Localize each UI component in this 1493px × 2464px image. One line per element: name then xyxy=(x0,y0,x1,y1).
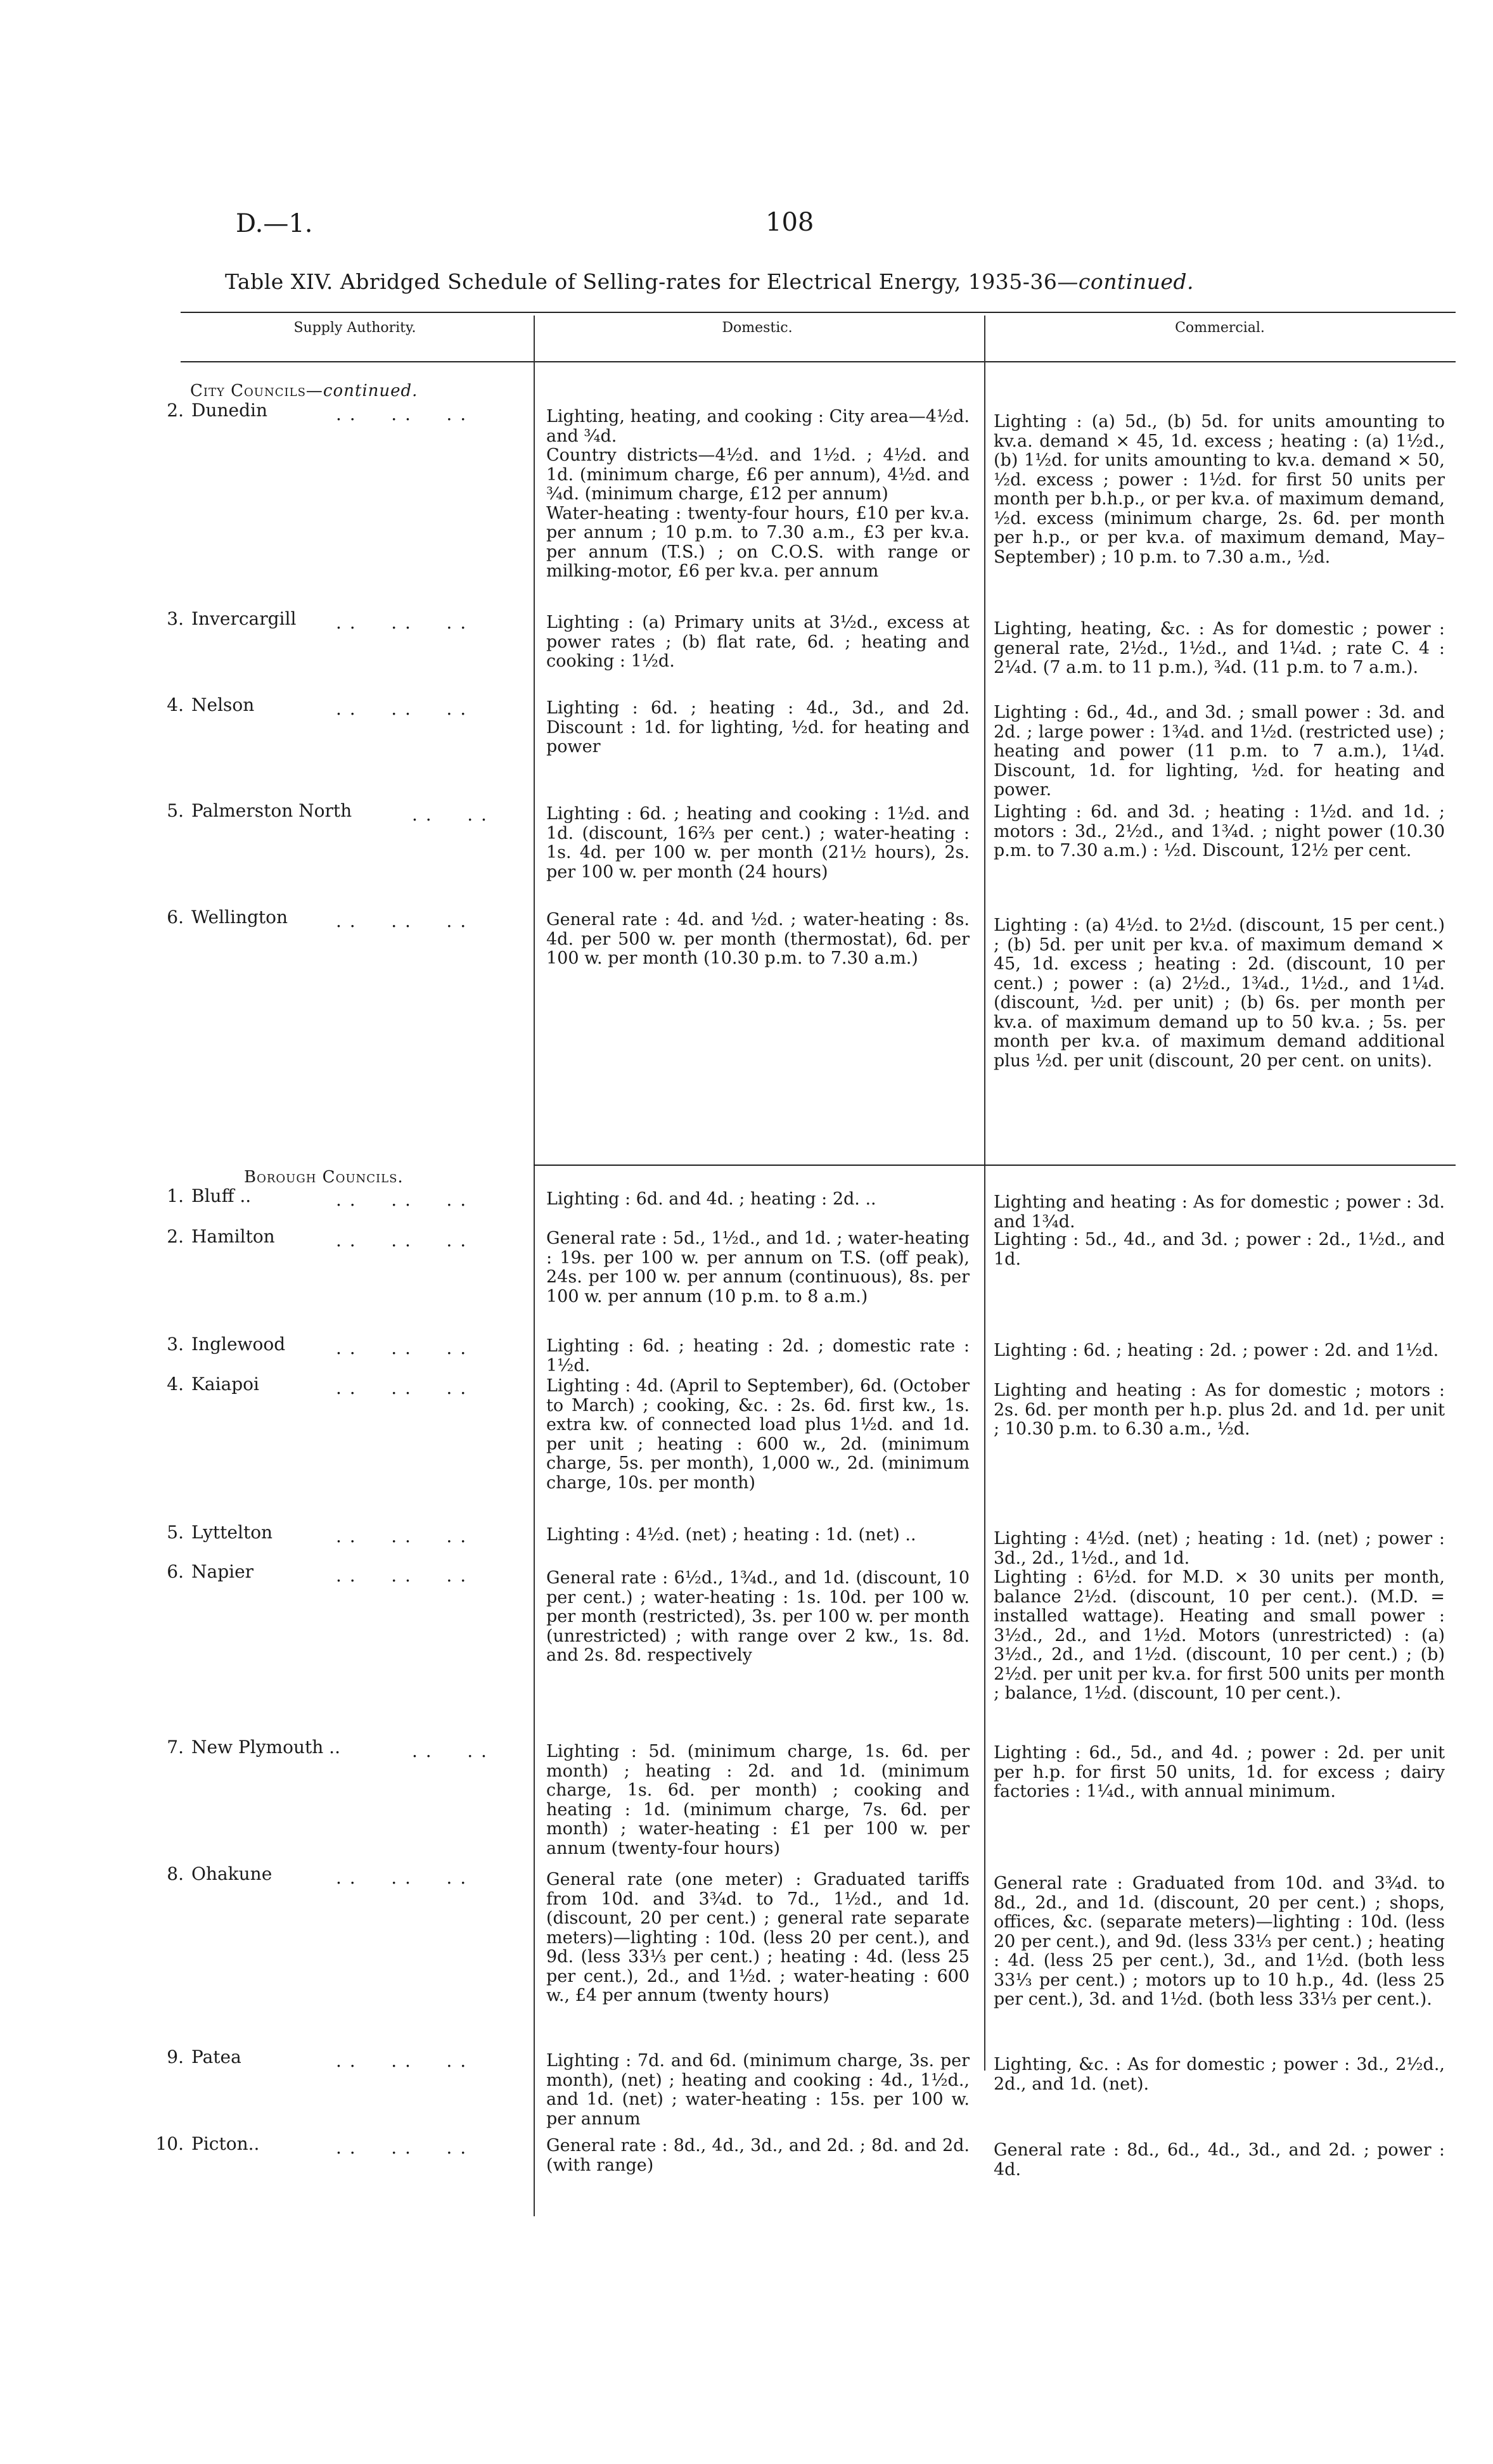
authority-cell: 2. Dunedin xyxy=(167,400,267,421)
leader-dots: . . . . . . xyxy=(336,612,468,633)
domestic-cell: Lighting : 6d. ; heating and cooking : 1½d. and 1d. (discount, 16⅔ per cent.) ; water-heating : 1s. 4d. per 100 w. per month (21½ hours), 2s. per 100 w. per month (24 hours) xyxy=(546,804,970,882)
column-header-commercial: Commercial. xyxy=(1175,320,1265,336)
leader-dots: . . . . . . xyxy=(336,2050,468,2071)
column-divider-2 xyxy=(984,316,985,2071)
authority-cell: 5. Lyttelton xyxy=(167,1522,273,1543)
leader-dots: . . . . . . xyxy=(336,1565,468,1586)
commercial-cell: General rate : 8d., 6d., 4d., 3d., and 2d. ; power : 4d. xyxy=(994,2140,1445,2180)
column-header-domestic: Domestic. xyxy=(722,320,793,336)
leader-dots: . . . . . . xyxy=(336,698,468,719)
header-bottom-rule xyxy=(181,361,1456,362)
domestic-cell: Lighting : 4d. (April to September), 6d. (October to March) ; cooking, &c. : 2s. 6d. first kw., 1s. extra kw. of connected load plus 1½d. and 1d. per unit ; heating : 600 w., 2d. (minimum charge, 5s. per month), 1,000 w., 2d. (minimum charge, 10s. per month) xyxy=(546,1376,970,1493)
table-title-main: Table XIV. Abridged Schedule of Selling-rates for Electrical Energy, 1935-36— xyxy=(225,269,1079,294)
table-title-continued: continued. xyxy=(1078,269,1194,294)
header-top-rule xyxy=(181,312,1456,313)
leader-dots: . . . . . . xyxy=(336,404,468,424)
domestic-cell: General rate (one meter) : Graduated tariffs from 10d. and 3¾d. to 7d., 1½d., and 1d. (discount, 20 per cent.) ; general rate separate meters)—lighting : 10d. (less 20 per cent.), and 9d. (less 33⅓ per cent.) ; heating : 4d. (less 25 per cent.), 2d., and 1½d. ; water-heating : 600 w., £4 per annum (twenty hours) xyxy=(546,1870,970,2005)
authority-cell: 3. Invercargill xyxy=(167,608,297,629)
document-reference: D.—1. xyxy=(236,209,313,238)
authority-cell: 4. Nelson xyxy=(167,694,255,715)
domestic-cell: General rate : 6½d., 1¾d., and 1d. (discount, 10 per cent.) ; water-heating : 1s. 10d. per 100 w. per month (restricted), 3s. per 100 w. per month (unrestricted) ; with range over 2 kw., 1s. 8d. and 2s. 8d. respectively xyxy=(546,1568,970,1665)
domestic-cell: General rate : 5d., 1½d., and 1d. ; water-heating : 19s. per 100 w. per annum on T.S. (off peak), 24s. per 100 w. per annum (continuous), 8s. per 100 w. per annum (10 p.m. to 8 a.m.) xyxy=(546,1229,970,1306)
leader-dots: . . . . xyxy=(412,1740,488,1761)
leader-dots: . . . . . . xyxy=(336,1189,468,1210)
commercial-cell: Lighting : (a) 4½d. to 2½d. (discount, 15 per cent.) ; (b) 5d. per unit per kv.a. of maximum demand × 45, 1d. excess ; heating : 2d. (discount, 10 per cent.) ; power : (a) 2½d., 1¾d., 1½d., and 1¼d. (discount, ½d. per unit) ; (b) 6s. per month per kv.a. of maximum demand up to 50 kv.a. ; 5s. per month per kv.a. of maximum demand additional plus ½d. per unit (discount, 20 per cent. on units). xyxy=(994,916,1445,1071)
authority-cell: 7. New Plymouth .. xyxy=(167,1737,340,1758)
leader-dots: . . . . . . xyxy=(336,1526,468,1547)
domestic-cell: General rate : 4d. and ½d. ; water-heating : 8s. 4d. per 500 w. per month (thermostat), 6d. per 100 w. per month (10.30 p.m. to 7.30 a.m.) xyxy=(546,910,970,968)
section-heading-borough-councils: Borough Councils. xyxy=(244,1168,404,1187)
leader-dots: . . . . . . xyxy=(336,1337,468,1358)
column-divider-1 xyxy=(534,316,535,2216)
commercial-cell: Lighting : 6d. ; heating : 2d. ; power : 2d. and 1½d. xyxy=(994,1341,1439,1360)
commercial-cell: Lighting and heating : As for domestic ; motors : 2s. 6d. per month per h.p. plus 2d. and 1d. per unit ; 10.30 p.m. to 6.30 a.m., ½d. xyxy=(994,1381,1445,1439)
commercial-cell: Lighting and heating : As for domestic ; power : 3d. and 1¾d. xyxy=(994,1192,1445,1232)
domestic-cell: Lighting : 7d. and 6d. (minimum charge, 3s. per month), (net) ; heating and cooking : 4d., 1½d., and 1d. (net) ; water-heating : 15s. per 100 w. per annum xyxy=(546,2051,970,2129)
leader-dots: . . . . . . xyxy=(336,1377,468,1398)
section-divider-rule xyxy=(534,1165,1456,1166)
authority-cell: 6. Napier xyxy=(167,1561,254,1582)
domestic-cell: Lighting : 4½d. (net) ; heating : 1d. (net) .. xyxy=(546,1525,916,1545)
commercial-cell: Lighting, heating, &c. : As for domestic ; power : general rate, 2½d., 1½d., and 1¼d. ; rate C. 4 : 2¼d. (7 a.m. to 11 p.m.), ¾d. (11 p.m. to 7 a.m.). xyxy=(994,619,1445,677)
commercial-cell: Lighting, &c. : As for domestic ; power : 3d., 2½d., 2d., and 1d. (net). xyxy=(994,2055,1445,2094)
authority-cell: 1. Bluff .. xyxy=(167,1185,252,1206)
domestic-cell: Lighting : (a) Primary units at 3½d., excess at power rates ; (b) flat rate, 6d. ; heating and cooking : 1½d. xyxy=(546,613,970,671)
authority-cell: 2. Hamilton xyxy=(167,1226,275,1247)
domestic-cell: Lighting : 6d. and 4d. ; heating : 2d. .. xyxy=(546,1189,876,1209)
domestic-cell: Lighting, heating, and cooking : City area—4½d. and ¾d. Country districts—4½d. and 1½d. ; 4½d. and 1d. (minimum charge, £6 per annum), 4½d. and ¾d. (minimum charge, £12 per annum) Water-heating : twenty-four hours, £10 per kv.a. per annum ; 10 p.m. to 7.30 a.m., £3 per kv.a. per annum (T.S.) ; on C.O.S. with range or milking-motor, £6 per kv.a. per annum xyxy=(546,407,970,581)
authority-cell: 8. Ohakune xyxy=(167,1863,272,1884)
section-heading-city-councils: City Councils—continued. xyxy=(190,381,418,400)
authority-cell: 10. Picton.. xyxy=(155,2133,260,2154)
authority-cell: 4. Kaiapoi xyxy=(167,1374,259,1395)
commercial-cell: Lighting : 4½d. (net) ; heating : 1d. (net) ; power : 3d., 2d., 1½d., and 1d. xyxy=(994,1529,1445,1568)
commercial-cell: Lighting : (a) 5d., (b) 5d. for units amounting to kv.a. demand × 45, 1d. excess ; heating : (a) 1½d., (b) 1½d. for units amounting to kv.a. demand × 50, ½d. excess ; power : 1½d. for first 50 units per month per b.h.p., or per kv.a. of maximum demand, ½d. excess (minimum charge, 2s. 6d. per month per h.p., or per kv.a. of maximum demand, May–September) ; 10 p.m. to 7.30 a.m., ½d. xyxy=(994,412,1445,567)
commercial-cell: Lighting : 6d., 5d., and 4d. ; power : 2d. per unit per h.p. for first 50 units, 1d. for excess ; dairy factories : 1¼d., with annual minimum. xyxy=(994,1743,1445,1801)
leader-dots: . . . . . . xyxy=(336,1230,468,1251)
column-header-authority: Supply Authority. xyxy=(293,320,416,336)
table-title xyxy=(225,269,1353,294)
commercial-cell: Lighting : 6½d. for M.D. × 30 units per month, balance 2½d. (discount, 10 per cent.). (M.D. = installed wattage). Heating and small power : 3½d., 2d., and 1½d. Motors (unrestricted) : (a) 3½d., 2d., and 1½d. (discount, 10 per cent.) ; (b) 2½d. per unit per kv.a. for first 500 units per month ; balance, 1½d. (discount, 10 per cent.). xyxy=(994,1567,1445,1703)
authority-cell: 5. Palmerston North xyxy=(167,800,352,821)
authority-cell: 9. Patea xyxy=(167,2046,241,2067)
leader-dots: . . . . xyxy=(412,804,488,825)
page-number: 108 xyxy=(766,208,814,237)
leader-dots: . . . . . . xyxy=(336,2137,468,2158)
domestic-cell: Lighting : 6d. ; heating : 2d. ; domestic rate : 1½d. xyxy=(546,1336,970,1376)
commercial-cell: General rate : Graduated from 10d. and 3¾d. to 8d., 2d., and 1d. (discount, 20 per cent.) ; shops, offices, &c. (separate meters)—lighting : 10d. (less 20 per cent.), and 9d. (less 33⅓ per cent.) ; heating : 4d. (less 25 per cent.), 3d., and 1½d. (both less 33⅓ per cent.) ; motors up to 10 h.p., 4d. (less 25 per cent.), 3d. and 1½d. (both less 33⅓ per cent.). xyxy=(994,1874,1445,2009)
domestic-cell: Lighting : 6d. ; heating : 4d., 3d., and 2d. Discount : 1d. for lighting, ½d. for heating and power xyxy=(546,698,970,756)
commercial-cell: Lighting : 6d., 4d., and 3d. ; small power : 3d. and 2d. ; large power : 1¾d. and 1½d. (restricted use) ; heating and power (11 p.m. to 7 a.m.), 1¼d. Discount, 1d. for lighting, ½d. for heating and power. xyxy=(994,703,1445,800)
commercial-cell: Lighting : 5d., 4d., and 3d. ; power : 2d., 1½d., and 1d. xyxy=(994,1230,1445,1269)
leader-dots: . . . . . . xyxy=(336,910,468,931)
authority-cell: 3. Inglewood xyxy=(167,1334,286,1355)
authority-cell: 6. Wellington xyxy=(167,907,288,928)
leader-dots: . . . . . . xyxy=(336,1867,468,1888)
domestic-cell: General rate : 8d., 4d., 3d., and 2d. ; 8d. and 2d. (with range) xyxy=(546,2136,970,2175)
commercial-cell: Lighting : 6d. and 3d. ; heating : 1½d. and 1d. ; motors : 3d., 2½d., and 1¾d. ; night power (10.30 p.m. to 7.30 a.m.) : ½d. Discount, 12½ per cent. xyxy=(994,802,1445,860)
domestic-cell: Lighting : 5d. (minimum charge, 1s. 6d. per month) ; heating : 2d. and 1d. (minimum charge, 1s. 6d. per month) ; cooking and heating : 1d. (minimum charge, 7s. 6d. per month) ; water-heating : £1 per 100 w. per annum (twenty-four hours) xyxy=(546,1742,970,1858)
